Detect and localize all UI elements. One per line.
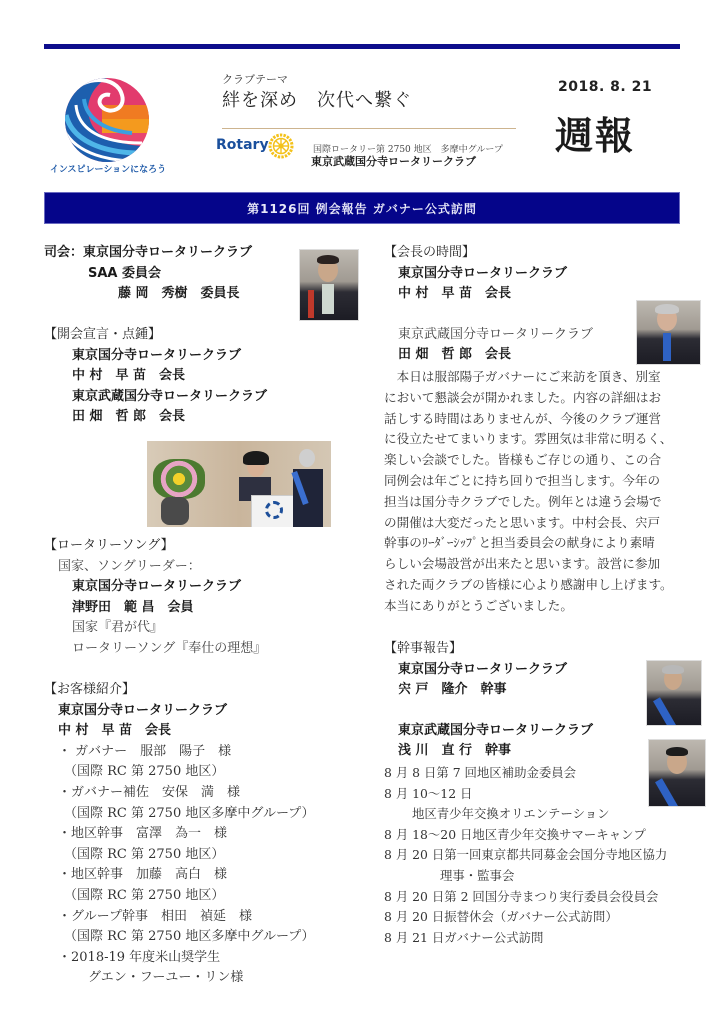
message-line: に役立たせてまいります。雰囲気は非常に明るく、 (384, 431, 673, 447)
message-line: の開催は大変だったと思います。中村会長、宍戸 (384, 514, 661, 530)
message-line: 本日は服部陽子ガバナーにご来訪を頂き、別室 (396, 369, 661, 384)
guest-name: ・地区幹事 富澤 為一 様 (58, 826, 228, 842)
message-line: において懇談会が開かれました。内容の詳細はお (384, 389, 662, 405)
mc-line-3: 藤 岡 秀樹 委員長 (118, 286, 240, 302)
photo-mc (299, 249, 359, 321)
president-time-heading: 【会長の時間】 (384, 245, 476, 260)
song-section (44, 536, 354, 660)
rotary-wheel-icon (268, 133, 294, 159)
song-heading: 【ロータリーソング】 (44, 538, 174, 553)
photo-stage (147, 441, 331, 527)
guest-name: ・グループ幹事 相田 禎延 様 (58, 908, 252, 924)
header-top-bar (44, 44, 680, 49)
report-item: 8 月 21 日ガバナー公式訪問 (384, 929, 544, 945)
header-divider (222, 128, 516, 129)
song-leader: 津野田 範 昌 会員 (72, 599, 194, 615)
secretary-name-1: 宍 戸 隆介 幹事 (398, 682, 507, 698)
rotary-theme-logo-icon (62, 75, 152, 165)
secretary-club-2: 東京武蔵国分寺ロータリークラブ (398, 722, 594, 738)
guest-name: ・2018-19 年度米山奨学生 (58, 949, 221, 965)
report-item: 8 月 18～20 日地区青少年交換サマーキャンプ (384, 826, 646, 842)
secretary-report-section (384, 639, 684, 762)
guest-name: ・ ガバナー 服部 陽子 様 (58, 743, 232, 759)
guest-name: ・ガバナー補佐 安保 満 様 (58, 784, 241, 800)
opening-president-1: 中 村 早 苗 会長 (72, 368, 186, 384)
publication-title: 週報 (555, 114, 636, 158)
meeting-banner (44, 192, 680, 224)
guest-affiliation: （国際 RC 第 2750 地区多摩中グループ） (64, 929, 315, 945)
opening-club-2: 東京武蔵国分寺ロータリークラブ (72, 388, 268, 404)
president-message (384, 367, 714, 617)
message-line: 同例会は年ごとに持ち回りで担当します。今年の (384, 472, 661, 488)
president-name-2: 田 畑 哲 郎 会長 (398, 347, 512, 363)
report-item: 地区青少年交換オリエンテーション (412, 806, 610, 822)
guests-heading: 【お客様紹介】 (44, 682, 136, 697)
song-anthem: 国家『君が代』 (72, 620, 164, 636)
message-line: 話しする時間はありませんが、今後のクラブ運営 (384, 410, 662, 426)
report-item: 8 月 10～12 日 (384, 785, 473, 801)
meeting-banner-title: 第1126回 例会報告 ガバナー公式訪問 (247, 201, 477, 216)
song-club: 東京国分寺ロータリークラブ (72, 579, 242, 595)
guest-name: ・地区幹事 加藤 高白 様 (58, 867, 228, 883)
guest-affiliation: （国際 RC 第 2750 地区） (64, 764, 225, 780)
district-line: 国際ロータリー第 2750 地区 多摩中グループ (313, 145, 503, 155)
issue-date: 2018. 8. 21 (558, 79, 653, 95)
guest-affiliation: （国際 RC 第 2750 地区多摩中グループ） (64, 805, 315, 821)
secretary-club-1: 東京国分寺ロータリークラブ (398, 661, 568, 677)
guest-affiliation: （国際 RC 第 2750 地区） (64, 846, 225, 862)
mc-line-2: SAA 委員会 (88, 265, 162, 281)
secretary-report-heading: 【幹事報告】 (384, 641, 463, 656)
president-name-1: 中 村 早 苗 会長 (398, 286, 512, 302)
guests-presenter: 中 村 早 苗 会長 (58, 723, 172, 739)
message-line: 楽しい会談でした。皆様もご存じの通り、この合 (384, 452, 662, 468)
president-club-1: 東京国分寺ロータリークラブ (398, 265, 568, 281)
opening-club-1: 東京国分寺ロータリークラブ (72, 347, 242, 363)
guest-affiliation: （国際 RC 第 2750 地区） (64, 887, 225, 903)
message-line: 担当は国分寺クラブでした。例年とは違う会場で (384, 493, 662, 509)
message-line: 幹事のﾘｰﾀﾞｰｼｯﾌﾟと担当委員会の献身により素晴 (384, 535, 655, 551)
opening-president-2: 田 畑 哲 郎 会長 (72, 409, 186, 425)
photo-secretary1 (646, 660, 702, 726)
logo-caption: インスピレーションになろう (49, 165, 167, 175)
report-item: 8 月 20 日第一回東京都共同募金会国分寺地区協力 (384, 847, 668, 863)
header-club-name: 東京武蔵国分寺ロータリークラブ (311, 155, 476, 168)
song-rotary: ロータリーソング『奉仕の理想』 (72, 640, 267, 656)
message-line: された両クラブの皆様に心より感謝申し上げます。 (384, 576, 673, 592)
club-theme-title: 絆を深め 次代へ繋ぐ (222, 90, 412, 111)
opening-section (44, 325, 344, 428)
guest-affiliation: グエン・フーユー・リン様 (88, 970, 244, 986)
club-theme-label: クラブテーマ (222, 73, 288, 86)
report-item: 8 月 20 日第 2 回国分寺まつり実行委員会役員会 (384, 888, 659, 904)
president-club-2: 東京武蔵国分寺ロータリークラブ (398, 326, 594, 342)
opening-heading: 【開会宣言・点鍾】 (44, 327, 162, 342)
guests-club: 東京国分寺ロータリークラブ (58, 702, 228, 718)
mc-section (44, 243, 304, 305)
song-intro: 国家、ソングリーダー： (58, 558, 201, 574)
guests-section (44, 680, 364, 989)
message-line: 本当にありがとうございました。 (384, 597, 573, 613)
message-line: らしい会場設営が出来たと思います。設営に参加 (384, 556, 661, 572)
photo-president (636, 300, 701, 365)
report-item: 8 月 20 日振替休会（ガバナー公式訪問） (384, 909, 618, 925)
report-item: 理事・監事会 (440, 867, 515, 883)
mc-line-1: 司会：東京国分寺ロータリークラブ (44, 245, 253, 260)
secretary-name-2: 浅 川 直 行 幹事 (398, 743, 512, 759)
report-item: 8 月 8 日第 7 回地区補助金委員会 (384, 765, 577, 780)
rotary-wordmark: Rotary (216, 137, 269, 153)
secretary-report-items (384, 763, 684, 948)
